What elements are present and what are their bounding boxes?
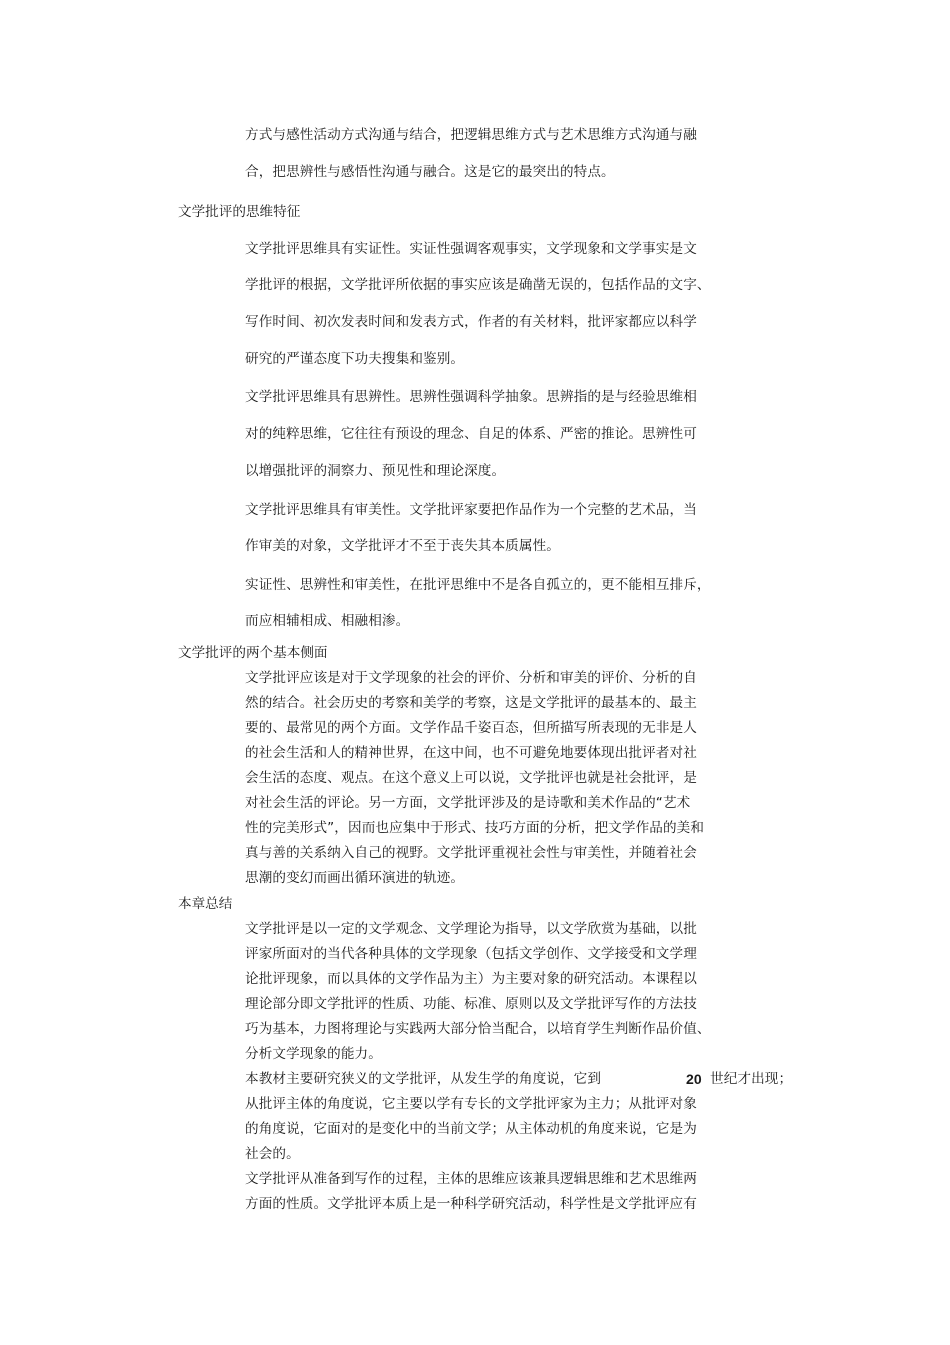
paragraph-line: 的角度说，它面对的是变化中的当前文学；从主体动机的角度来说，它是为 (245, 1121, 697, 1137)
paragraph-line: 本教材主要研究狭义的文学批评，从发生学的角度说，它到 (245, 1071, 602, 1087)
paragraph-line: 文学批评是以一定的文学观念、文学理论为指导，以文学欣赏为基础，以批 (245, 921, 697, 937)
paragraph-line: 研究的严谨态度下功夫搜集和鉴别。 (245, 351, 465, 367)
paragraph-line: 而应相辅相成、相融相渗。 (245, 613, 410, 629)
paragraph-line: 以增强批评的洞察力、预见性和理论深度。 (245, 463, 506, 479)
paragraph-line: 巧为基本，力图将理论与实践两大部分恰当配合，以培育学生判断作品价值、 (245, 1021, 711, 1037)
paragraph-line: 思潮的变幻而画出循环演进的轨迹。 (245, 870, 465, 886)
paragraph-line: 方面的性质。文学批评本质上是一种科学研究活动，科学性是文学批评应有 (245, 1196, 697, 1212)
paragraph-line: 评家所面对的当代各种具体的文学现象（包括文学创作、文学接受和文学理 (245, 946, 697, 962)
paragraph-line: 性的完美形式”，因而也应集中于形式、技巧方面的分析，把文学作品的美和 (245, 820, 705, 836)
paragraph-line: 要的、最常见的两个方面。文学作品千姿百态，但所描写所表现的无非是人 (245, 720, 697, 736)
paragraph-line: 从批评主体的角度说，它主要以学有专长的文学批评家为主力；从批评对象 (245, 1096, 697, 1112)
paragraph-line: 真与善的关系纳入自己的视野。文学批评重视社会性与审美性，并随着社会 (245, 845, 697, 861)
paragraph-line: 然的结合。社会历史的考察和美学的考察，这是文学批评的最基本的、最主 (245, 695, 697, 711)
paragraph-line: 理论部分即文学批评的性质、功能、标准、原则以及文学批评写作的方法技 (245, 996, 697, 1012)
paragraph-line: 写作时间、初次发表时间和发表方式，作者的有关材料，批评家都应以科学 (245, 314, 697, 330)
paragraph-line: 世纪才出现； (710, 1071, 793, 1087)
paragraph-line: 对社会生活的评论。另一方面，文学批评涉及的是诗歌和美术作品的“艺术 (245, 795, 691, 811)
paragraph-line: 文学批评应该是对于文学现象的社会的评价、分析和审美的评价、分析的自 (245, 670, 697, 686)
paragraph-line: 会生活的态度、观点。在这个意义上可以说，文学批评也就是社会批评，是 (245, 770, 697, 786)
paragraph-line: 学批评的根据，文学批评所依据的事实应该是确凿无误的，包括作品的文字、 (245, 277, 711, 293)
paragraph-line: 分析文学现象的能力。 (245, 1046, 382, 1062)
paragraph-line: 作审美的对象，文学批评才不至于丧失其本质属性。 (245, 538, 560, 554)
century-number: 20 (686, 1071, 702, 1087)
paragraph-line: 文学批评思维具有审美性。文学批评家要把作品作为一个完整的艺术品，当 (245, 502, 697, 518)
paragraph-line: 的社会生活和人的精神世界，在这中间，也不可避免地要体现出批评者对社 (245, 745, 697, 761)
paragraph-line: 文学批评思维具有实证性。实证性强调客观事实，文学现象和文学事实是文 (245, 241, 697, 257)
section-heading-two-aspects: 文学批评的两个基本侧面 (178, 645, 328, 661)
paragraph-line: 文学批评思维具有思辨性。思辨性强调科学抽象。思辨指的是与经验思维相 (245, 389, 697, 405)
paragraph-line: 实证性、思辨性和审美性，在批评思维中不是各自孤立的，更不能相互排斥， (245, 577, 711, 593)
section-heading-thinking-features: 文学批评的思维特征 (178, 204, 301, 220)
section-heading-chapter-summary: 本章总结 (178, 896, 233, 912)
paragraph-line: 对的纯粹思维，它往往有预设的理念、自足的体系、严密的推论。思辨性可 (245, 426, 697, 442)
paragraph-line: 文学批评从准备到写作的过程，主体的思维应该兼具逻辑思维和艺术思维两 (245, 1171, 697, 1187)
intro-line: 方式与感性活动方式沟通与结合，把逻辑思维方式与艺术思维方式沟通与融 (245, 127, 697, 143)
paragraph-line: 论批评现象，而以具体的文学作品为主）为主要对象的研究活动。本课程以 (245, 971, 697, 987)
paragraph-line: 社会的。 (245, 1146, 300, 1162)
intro-line: 合，把思辨性与感悟性沟通与融合。这是它的最突出的特点。 (245, 164, 615, 180)
